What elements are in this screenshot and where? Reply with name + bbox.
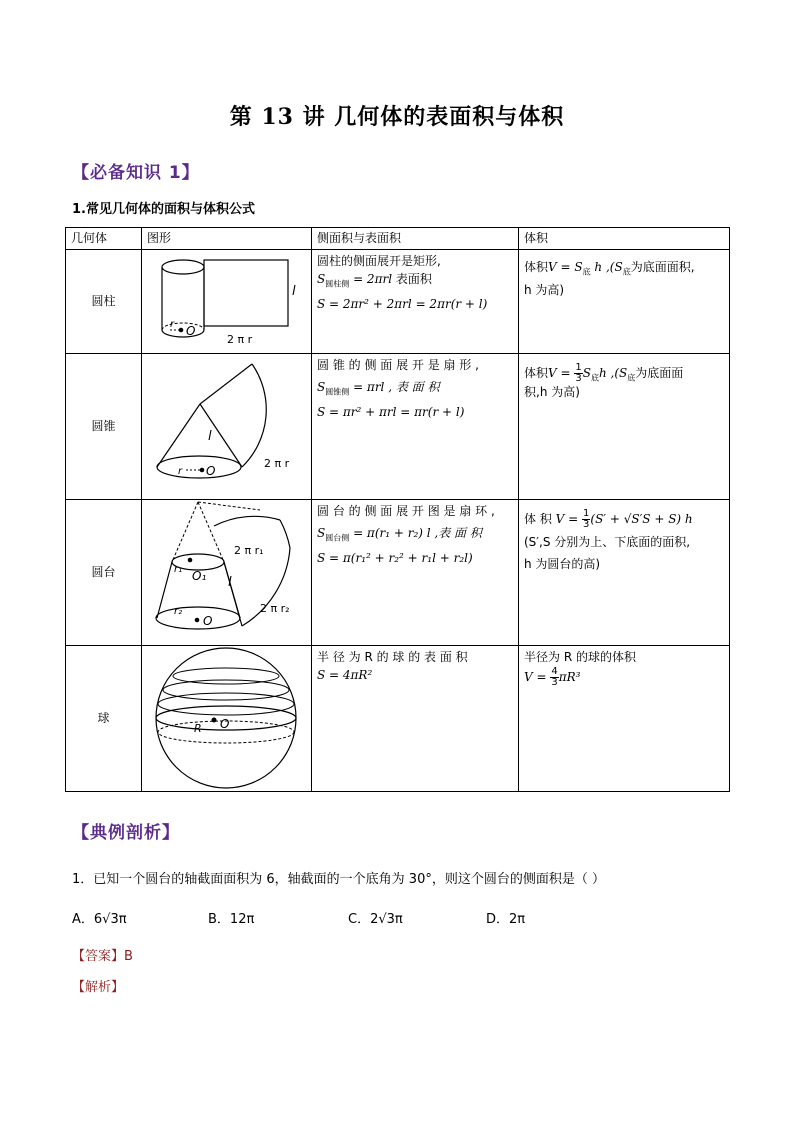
volume-cell: 体 积 V = $\frac{1}{3}$ (S′ + √S′S + S) h (S′,S 分别为上、下底面的面积, h 为圆台的高) xyxy=(519,500,730,646)
table-row-cylinder xyxy=(66,250,730,354)
table-row-frustum xyxy=(66,500,730,646)
cone-arc-label: 2 π r xyxy=(264,457,290,471)
page-title: 第 13 讲 几何体的表面积与体积 xyxy=(229,104,565,130)
cylinder-center-label: O xyxy=(186,324,196,339)
area-tail: 表面积 xyxy=(392,271,432,286)
volume-note: (S′,S 分别为上、下底面的面积, xyxy=(524,535,691,550)
area-intro: 圆 台 的 侧 面 展 开 图 是 扇 环 , xyxy=(317,504,495,519)
table-row-sphere xyxy=(66,646,730,792)
volume-intro: 半径为 R 的球的体积 xyxy=(524,650,636,665)
volume-sub: 底 xyxy=(622,267,631,277)
area-intro: 半 径 为 R 的 球 的 表 面 积 xyxy=(317,650,468,665)
option-a: A．6√3π xyxy=(72,912,127,927)
volume-sub: 底 xyxy=(582,267,591,277)
volume-note2: h 为圆台的高) xyxy=(524,556,601,571)
volume-prefix: 体积 xyxy=(524,260,549,275)
volume-prefix: 体 积 xyxy=(524,512,552,527)
solid-name: 圆柱 xyxy=(66,250,142,354)
cone-figure xyxy=(142,354,312,500)
area-lateral: = πrl , 表 面 积 xyxy=(353,379,440,394)
frustum-arc1-label: 2 π r₁ xyxy=(234,544,264,558)
area-total: S = π(r₁² + r₂² + r₁l + r₂l) xyxy=(317,550,473,565)
area-cell: 圆 台 的 侧 面 展 开 图 是 扇 环 , $S_{圆台侧} = \pi(r_1 + r_2)$ l ,表 面 积 S = π(r₁² + r₂² + r₁l + r₂l) xyxy=(312,500,519,646)
table-row-cone xyxy=(66,354,730,500)
area-intro: 圆 锥 的 侧 面 展 开 是 扇 形 , xyxy=(317,358,479,373)
header-cell: 体积 xyxy=(519,228,730,250)
volume-prefix: 体积 xyxy=(524,366,549,381)
option-d: D．2π xyxy=(486,912,526,927)
sphere-radius-label: R xyxy=(194,722,202,736)
option-c: C．2√3π xyxy=(348,912,403,927)
solid-name: 圆台 xyxy=(66,500,142,646)
question-text: 1．已知一个圆台的轴截面面积为 6，轴截面的一个底角为 30°，则这个圆台的侧面积是（ ） xyxy=(72,872,605,887)
section-heading-knowledge: 【必备知识 1】 xyxy=(72,163,200,183)
area-total: S = 2πr² + 2πrl = 2πr(r + l) xyxy=(317,296,488,311)
volume-s: S xyxy=(614,260,623,275)
volume-note: 为底面面 xyxy=(635,366,684,381)
volume-tail: h ,( xyxy=(598,366,620,381)
area-lateral: = π(r₁ + r₂) l ,表 面 积 xyxy=(353,525,482,540)
cylinder-radius-label: r xyxy=(170,319,175,331)
volume-note: 为底面面积, xyxy=(630,260,695,275)
frustum-center-label: O xyxy=(203,614,213,629)
cylinder-figure xyxy=(142,250,312,354)
cone-radius-label: r xyxy=(178,466,183,478)
volume-cell: 体积V = $\frac{1}{3}$ $S_底h$ $,(S_底$为底面面 积,h 为高) xyxy=(519,354,730,500)
volume-formula: (S′ + √S′S + S) h xyxy=(590,512,693,527)
header-cell: 侧面积与表面积 xyxy=(312,228,519,250)
cone-slant-label: l xyxy=(208,429,212,445)
answer-label: 【答案】B xyxy=(72,949,133,964)
volume-tail: πR³ xyxy=(558,669,581,684)
cone-center-label: O xyxy=(206,464,216,479)
area-intro: 圆柱的侧面展开是矩形, xyxy=(317,254,441,269)
frustum-o1-label: O₁ xyxy=(192,569,207,584)
volume-note2: 积,h 为高) xyxy=(524,385,580,400)
subheading-formulas: 1.常见几何体的面积与体积公式 xyxy=(72,202,255,217)
volume-note2: h 为高) xyxy=(524,283,565,298)
frustum-arc2-label: 2 π r₂ xyxy=(260,602,290,616)
volume-tail: h ,( xyxy=(590,260,615,275)
section-heading-examples: 【典例剖析】 xyxy=(72,823,180,843)
solid-name: 球 xyxy=(66,646,142,792)
area-cell: 圆 锥 的 侧 面 展 开 是 扇 形 , $S_{圆锥侧} = \pi rl$ , 表 面 积 S = πr² + πrl = πr(r + l) xyxy=(312,354,519,500)
area-sub: 圆台侧 xyxy=(325,533,350,543)
frustum-r2-label: r₂ xyxy=(174,606,183,618)
cylinder-height-label: l xyxy=(292,284,296,300)
volume-fraction: $\frac{1}{3}$ xyxy=(583,508,590,531)
sphere-center-label: O xyxy=(220,717,230,732)
analysis-label: 【解析】 xyxy=(72,980,125,995)
volume-cell xyxy=(519,250,730,354)
area-sub: 圆柱侧 xyxy=(325,279,350,289)
header-cell: 图形 xyxy=(142,228,312,250)
area-total: S = πr² + πrl = πr(r + l) xyxy=(317,404,465,419)
sphere-figure xyxy=(142,646,312,792)
formula-table xyxy=(65,227,730,792)
frustum-r1-label: r₁ xyxy=(174,564,183,576)
frustum-slant-label: l xyxy=(228,575,232,591)
table-header-row xyxy=(66,228,730,250)
area-total: S = 4πR² xyxy=(317,667,373,682)
option-b: B．12π xyxy=(208,912,255,927)
frustum-figure xyxy=(142,500,312,646)
area-sub: 圆锥侧 xyxy=(325,387,350,397)
header-cell: 几何体 xyxy=(66,228,142,250)
volume-fraction: $\frac{4}{3}$ xyxy=(551,665,558,688)
solid-name: 圆锥 xyxy=(66,354,142,500)
volume-fraction: $\frac{1}{3}$ xyxy=(575,362,582,385)
volume-formula: V = S xyxy=(548,260,583,275)
volume-cell: 半径为 R 的球的体积 V = $\frac{4}{3}$ πR³ xyxy=(519,646,730,792)
area-cell: 圆柱的侧面展开是矩形, $S_{圆柱侧} = 2\pi rl$ 表面积 S = 2πr² + 2πrl = 2πr(r + l) xyxy=(312,250,519,354)
cylinder-circumference-label: 2 π r xyxy=(227,333,253,347)
area-cell xyxy=(312,646,519,792)
area-lateral: = 2πrl xyxy=(353,271,393,286)
